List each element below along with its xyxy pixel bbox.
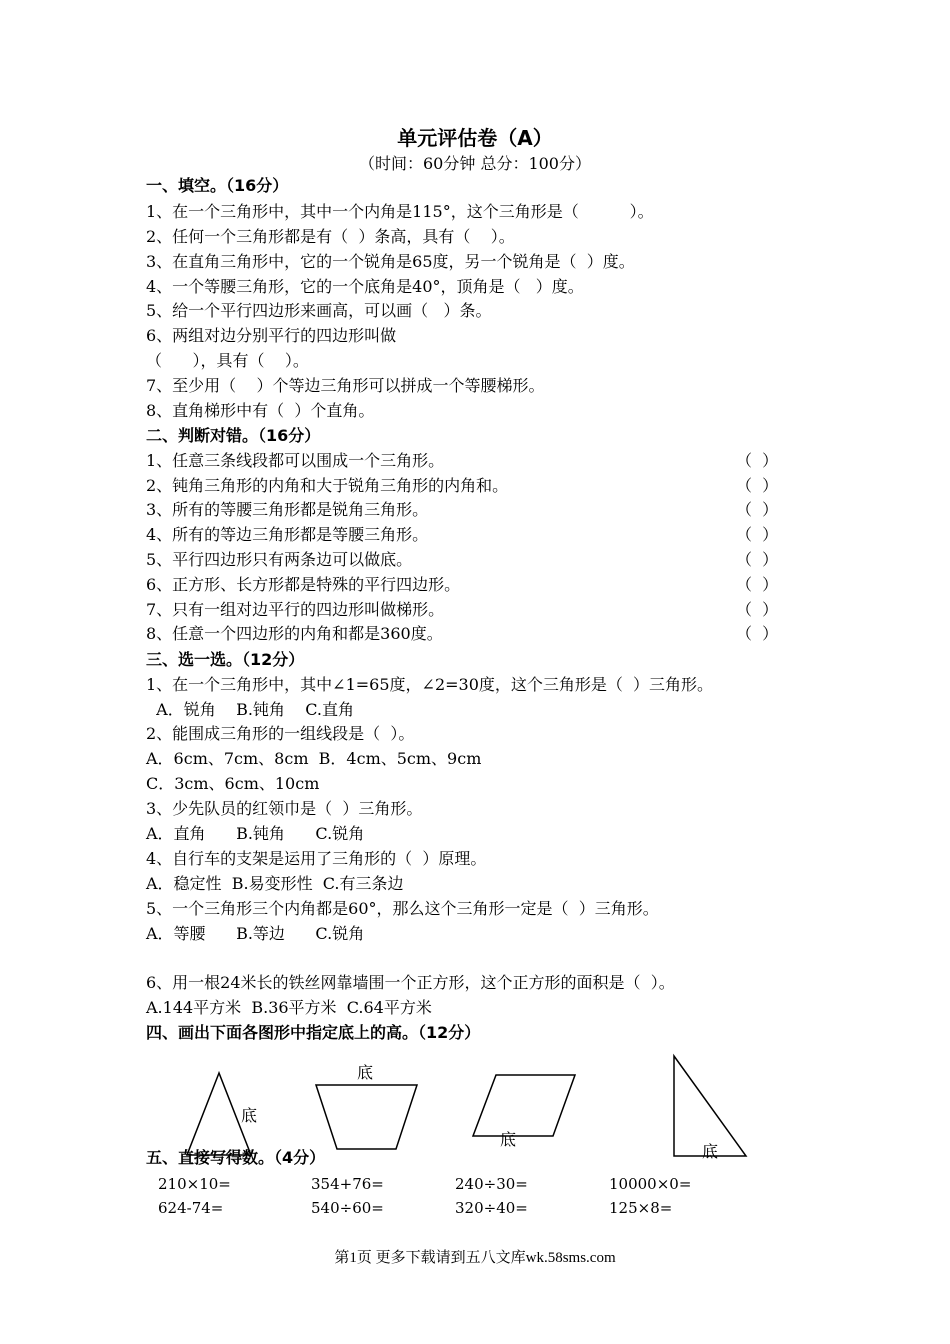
judge-item: 6、正方形、长方形都是特殊的平行四边形。: [146, 575, 461, 594]
fill-item: 6、两组对边分别平行的四边形叫做: [146, 326, 397, 345]
fill-item: 4、一个等腰三角形，它的一个底角是40°，顶角是（ ）度。: [146, 277, 584, 296]
parallelogram-figure: [473, 1075, 575, 1136]
calc-item: 540÷60=: [311, 1199, 384, 1217]
choice-question: 2、能围成三角形的一组线段是（ ）。: [146, 724, 415, 743]
choice-options: A．直角 B.钝角 C.锐角: [146, 824, 365, 843]
calc-item: 10000×0=: [609, 1175, 692, 1193]
answer-paren: （ ）: [736, 600, 779, 619]
section1-heading: 一、填空。（16分）: [146, 176, 289, 195]
section4-heading: 四、画出下面各图形中指定底上的高。（12分）: [146, 1023, 481, 1042]
page-title: 单元评估卷（A）: [397, 126, 553, 150]
choice-options: A．锐角 B.钝角 C.直角: [146, 700, 355, 719]
exam-info: （时间：60分钟 总分：100分）: [359, 154, 591, 173]
section3-heading: 三、选一选。（12分）: [146, 650, 305, 669]
choice-options: A．稳定性 B.易变形性 C.有三条边: [146, 874, 404, 893]
judge-item: 5、平行四边形只有两条边可以做底。: [146, 550, 413, 569]
right-triangle-figure: [674, 1056, 746, 1156]
page-footer: 第1页 更多下载请到五八文库wk.58sms.com: [334, 1250, 616, 1266]
parallelogram-base-label: 底: [500, 1130, 517, 1149]
calc-item: 210×10=: [158, 1175, 231, 1193]
calc-item: 624-74=: [158, 1199, 224, 1217]
calc-item: 320÷40=: [455, 1199, 528, 1217]
judge-item: 1、任意三条线段都可以围成一个三角形。: [146, 451, 445, 470]
fill-item: （ ），具有（ ）。: [146, 351, 309, 370]
answer-paren: （ ）: [736, 500, 779, 519]
triangle-base-label: 底: [241, 1106, 258, 1125]
section5-heading: 五、直接写得数。（4分）: [146, 1148, 326, 1167]
fill-item: 5、给一个平行四边形来画高，可以画（ ）条。: [146, 301, 492, 320]
fill-item: 7、至少用（ ）个等边三角形可以拼成一个等腰梯形。: [146, 376, 545, 395]
fill-item: 3、在直角三角形中，它的一个锐角是65度，另一个锐角是（ ）度。: [146, 252, 635, 271]
section2-heading: 二、判断对错。（16分）: [146, 426, 321, 445]
judge-item: 4、所有的等边三角形都是等腰三角形。: [146, 525, 429, 544]
answer-paren: （ ）: [736, 550, 779, 569]
fill-item: 8、直角梯形中有（ ）个直角。: [146, 401, 375, 420]
choice-options: A．等腰 B.等边 C.锐角: [146, 924, 365, 943]
choice-question: 3、少先队员的红领巾是（ ）三角形。: [146, 799, 423, 818]
trapezoid-figure: [316, 1085, 417, 1149]
judge-item: 8、任意一个四边形的内角和都是360度。: [146, 624, 443, 643]
fill-item: 2、任何一个三角形都是有（ ）条高，具有（ ）。: [146, 227, 515, 246]
calc-item: 125×8=: [609, 1199, 673, 1217]
answer-paren: （ ）: [736, 575, 779, 594]
judge-item: 3、所有的等腰三角形都是锐角三角形。: [146, 500, 429, 519]
choice-options: A．6cm、7cm、8cm B．4cm、5cm、9cm: [146, 749, 482, 768]
choice-question: 4、自行车的支架是运用了三角形的（ ）原理。: [146, 849, 487, 868]
answer-paren: （ ）: [736, 624, 779, 643]
choice-question: 5、一个三角形三个内角都是60°，那么这个三角形一定是（ ）三角形。: [146, 899, 659, 918]
fill-item: 1、在一个三角形中，其中一个内角是115°，这个三角形是（ ）。: [146, 202, 654, 221]
answer-paren: （ ）: [736, 525, 779, 544]
choice-question: 6、用一根24米长的铁丝网靠墙围一个正方形，这个正方形的面积是（ ）。: [146, 973, 675, 992]
choice-question: 1、在一个三角形中，其中∠1=65度，∠2=30度，这个三角形是（ ）三角形。: [146, 675, 714, 694]
calc-item: 354+76=: [311, 1175, 384, 1193]
judge-item: 7、只有一组对边平行的四边形叫做梯形。: [146, 600, 445, 619]
choice-options: C．3cm、6cm、10cm: [146, 774, 320, 793]
trapezoid-base-label: 底: [357, 1063, 374, 1082]
answer-paren: （ ）: [736, 476, 779, 495]
judge-item: 2、钝角三角形的内角和大于锐角三角形的内角和。: [146, 476, 509, 495]
choice-options: A.144平方米 B.36平方米 C.64平方米: [146, 998, 432, 1017]
calc-item: 240÷30=: [455, 1175, 528, 1193]
right-triangle-base-label: 底: [702, 1142, 719, 1161]
answer-paren: （ ）: [736, 451, 779, 470]
